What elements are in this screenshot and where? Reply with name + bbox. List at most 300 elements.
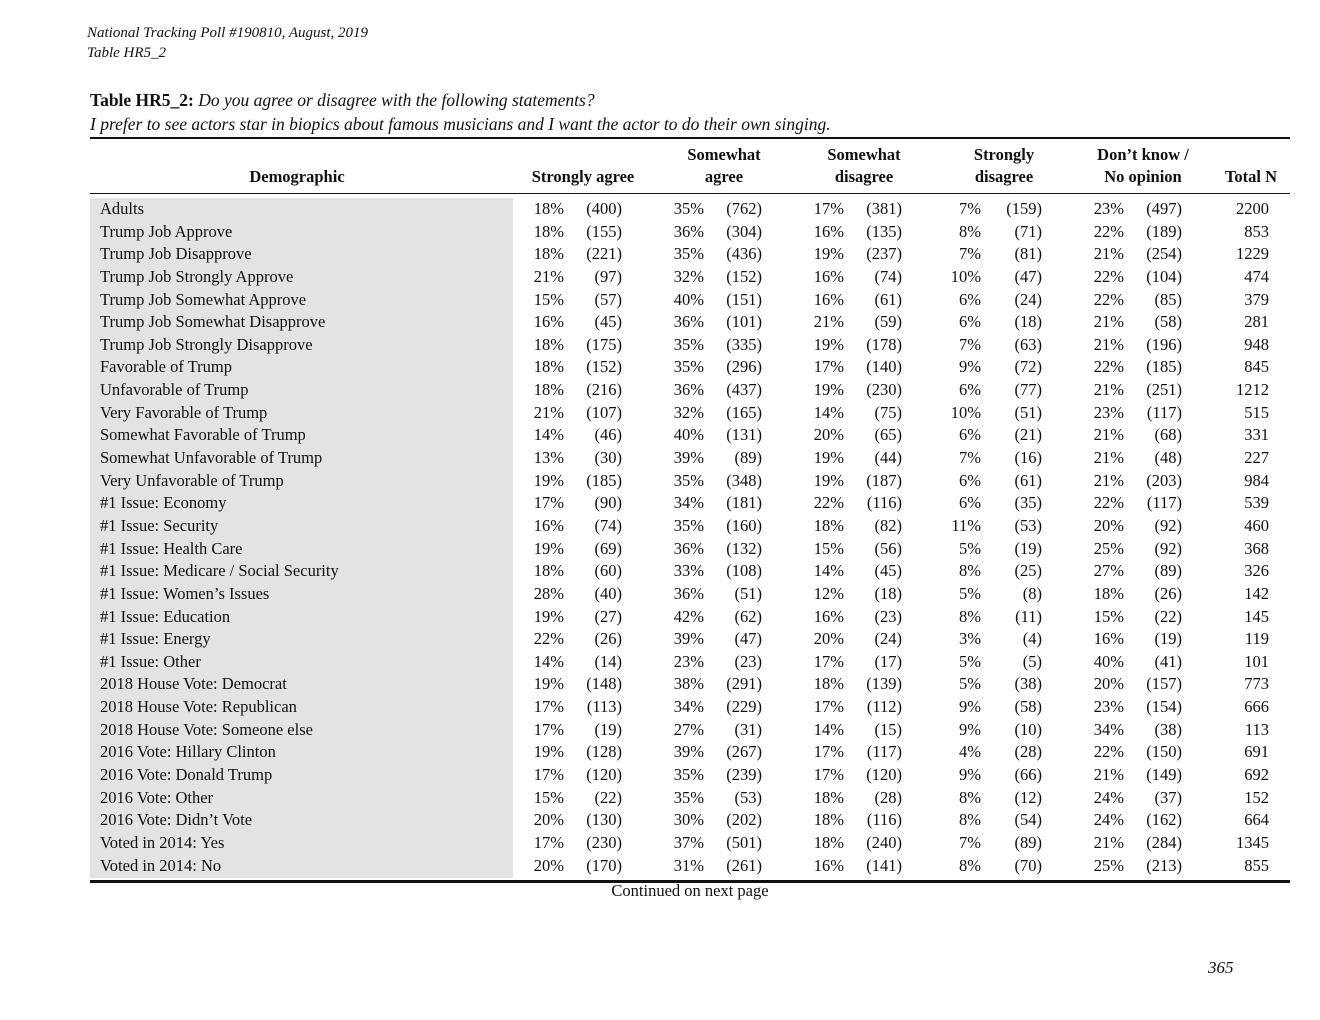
cell-percent: 8% <box>959 561 981 581</box>
cell-count: (140) <box>866 357 902 377</box>
cell-percent: 33% <box>673 561 704 581</box>
cell-percent: 18% <box>533 357 564 377</box>
cell-count: (132) <box>726 538 762 558</box>
cell-percent: 15% <box>533 289 564 309</box>
cell-count: (178) <box>866 334 902 354</box>
cell-count: (19) <box>594 719 622 739</box>
cell-percent: 20% <box>1093 515 1124 535</box>
cell-count: (62) <box>734 606 762 626</box>
cell-percent: 15% <box>813 538 844 558</box>
cell-count: (497) <box>1146 199 1182 218</box>
cell-count: (82) <box>874 515 902 535</box>
cell-count: (117) <box>1146 493 1182 513</box>
cell-percent: 20% <box>533 855 564 875</box>
cell-count: (101) <box>726 312 762 332</box>
table-row <box>90 266 1290 289</box>
cell-percent: 19% <box>813 334 844 354</box>
cell-count: (30) <box>594 448 622 468</box>
cell-total: 379 <box>1244 289 1269 309</box>
col-somewhat-disagree <box>804 144 924 188</box>
cell-percent: 18% <box>813 787 844 807</box>
col-somewhat-disagree-line2: disagree <box>834 167 894 186</box>
row-label: 2016 Vote: Didn’t Vote <box>100 810 253 830</box>
cell-count: (21) <box>1014 425 1042 445</box>
table-row <box>90 243 1290 266</box>
cell-count: (165) <box>726 402 762 422</box>
cell-percent: 10% <box>950 266 981 286</box>
cell-count: (230) <box>586 832 622 852</box>
row-label: #1 Issue: Security <box>100 515 219 535</box>
cell-count: (221) <box>586 244 622 264</box>
cell-count: (26) <box>594 629 622 649</box>
cell-percent: 6% <box>959 289 981 309</box>
cell-count: (63) <box>1014 334 1042 354</box>
row-label: #1 Issue: Education <box>100 606 231 626</box>
cell-count: (38) <box>1014 674 1042 694</box>
cell-count: (77) <box>1014 380 1042 400</box>
cell-total: 113 <box>1244 719 1269 739</box>
cell-total: 281 <box>1244 312 1269 332</box>
row-label: 2016 Vote: Donald Trump <box>100 765 273 785</box>
cell-percent: 21% <box>533 266 564 286</box>
table-row <box>90 311 1290 334</box>
cell-count: (89) <box>1014 832 1042 852</box>
cell-percent: 19% <box>813 380 844 400</box>
cell-count: (10) <box>1014 719 1042 739</box>
row-label: #1 Issue: Other <box>100 651 201 671</box>
cell-percent: 35% <box>673 470 704 490</box>
row-label: Very Favorable of Trump <box>100 402 268 422</box>
cell-count: (14) <box>594 651 622 671</box>
cell-count: (92) <box>1154 515 1182 535</box>
cell-percent: 17% <box>813 697 844 717</box>
cell-percent: 5% <box>959 674 981 694</box>
cell-count: (61) <box>1014 470 1042 490</box>
table-row <box>90 651 1290 674</box>
row-label: Voted in 2014: No <box>100 855 222 875</box>
col-total-n: Total N <box>1224 167 1278 186</box>
cell-percent: 30% <box>673 810 704 830</box>
cell-percent: 17% <box>813 765 844 785</box>
cell-count: (152) <box>726 266 762 286</box>
col-somewhat-agree-line1: Somewhat <box>687 145 761 164</box>
cell-count: (149) <box>1146 765 1182 785</box>
cell-total: 984 <box>1244 470 1269 490</box>
row-label: 2018 House Vote: Someone else <box>100 719 313 739</box>
cell-count: (107) <box>586 402 622 422</box>
row-label: #1 Issue: Health Care <box>100 538 243 558</box>
cell-count: (213) <box>1146 855 1182 875</box>
cell-count: (175) <box>586 334 622 354</box>
cell-total: 227 <box>1244 448 1269 468</box>
cell-count: (70) <box>1014 855 1042 875</box>
cell-percent: 36% <box>673 583 704 603</box>
cell-percent: 24% <box>1093 810 1124 830</box>
cell-percent: 35% <box>673 244 704 264</box>
cell-percent: 6% <box>959 425 981 445</box>
cell-total: 474 <box>1244 266 1269 286</box>
cell-percent: 17% <box>813 742 844 762</box>
cell-count: (155) <box>586 221 622 241</box>
cell-count: (24) <box>1014 289 1042 309</box>
row-label: Trump Job Strongly Disapprove <box>100 334 313 354</box>
cell-count: (53) <box>734 787 762 807</box>
cell-count: (261) <box>726 855 762 875</box>
cell-percent: 31% <box>673 855 704 875</box>
table-row <box>90 606 1290 629</box>
cell-percent: 17% <box>533 719 564 739</box>
cell-count: (47) <box>734 629 762 649</box>
table-row <box>90 379 1290 402</box>
cell-count: (12) <box>1014 787 1042 807</box>
cell-count: (113) <box>586 697 622 717</box>
cell-percent: 35% <box>673 765 704 785</box>
cell-percent: 22% <box>1093 493 1124 513</box>
cell-count: (239) <box>726 765 762 785</box>
table-row <box>90 809 1290 832</box>
cell-count: (229) <box>726 697 762 717</box>
cell-count: (4) <box>1022 629 1042 649</box>
cell-percent: 32% <box>673 402 704 422</box>
cell-count: (116) <box>866 810 902 830</box>
top-rule <box>90 137 1290 139</box>
cell-total: 773 <box>1244 674 1269 694</box>
cell-percent: 21% <box>1093 244 1124 264</box>
cell-percent: 34% <box>1093 719 1124 739</box>
cell-count: (202) <box>726 810 762 830</box>
cell-percent: 36% <box>673 380 704 400</box>
cell-count: (284) <box>1146 832 1182 852</box>
cell-percent: 5% <box>959 538 981 558</box>
cell-count: (237) <box>866 244 902 264</box>
cell-percent: 6% <box>959 380 981 400</box>
cell-total: 145 <box>1244 606 1269 626</box>
cell-percent: 23% <box>673 651 704 671</box>
table-row <box>90 492 1290 515</box>
cell-total: 855 <box>1244 855 1269 875</box>
cell-percent: 18% <box>1093 583 1124 603</box>
title-question: Do you agree or disagree with the following statements? <box>198 90 595 110</box>
cell-total: 666 <box>1244 697 1269 717</box>
cell-count: (267) <box>726 742 762 762</box>
continued-note: Continued on next page <box>611 881 769 900</box>
cell-percent: 35% <box>673 787 704 807</box>
cell-count: (181) <box>726 493 762 513</box>
cell-percent: 19% <box>533 674 564 694</box>
cell-count: (74) <box>594 515 622 535</box>
cell-count: (56) <box>874 538 902 558</box>
cell-count: (81) <box>1014 244 1042 264</box>
cell-percent: 19% <box>533 470 564 490</box>
cell-percent: 6% <box>959 470 981 490</box>
cell-count: (135) <box>866 221 902 241</box>
cell-percent: 6% <box>959 312 981 332</box>
cell-percent: 17% <box>813 651 844 671</box>
cell-percent: 16% <box>1093 629 1124 649</box>
cell-percent: 25% <box>1093 538 1124 558</box>
cell-count: (304) <box>726 221 762 241</box>
cell-count: (335) <box>726 334 762 354</box>
cell-count: (120) <box>866 765 902 785</box>
col-dont-know-line2: No opinion <box>1104 167 1182 186</box>
cell-total: 853 <box>1244 221 1269 241</box>
cell-percent: 19% <box>533 606 564 626</box>
cell-count: (60) <box>594 561 622 581</box>
cell-count: (22) <box>1154 606 1182 626</box>
cell-percent: 5% <box>959 583 981 603</box>
col-somewhat-agree <box>664 144 784 188</box>
cell-total: 1229 <box>1236 244 1269 264</box>
cell-percent: 11% <box>951 515 981 535</box>
cell-total: 692 <box>1244 765 1269 785</box>
cell-count: (25) <box>1014 561 1042 581</box>
cell-total: 948 <box>1244 334 1269 354</box>
cell-count: (19) <box>1154 629 1182 649</box>
cell-total: 1212 <box>1236 380 1269 400</box>
cell-count: (75) <box>874 402 902 422</box>
cell-count: (44) <box>874 448 902 468</box>
cell-percent: 15% <box>533 787 564 807</box>
cell-percent: 22% <box>1093 357 1124 377</box>
cell-percent: 27% <box>673 719 704 739</box>
cell-percent: 21% <box>1093 425 1124 445</box>
cell-count: (251) <box>1146 380 1182 400</box>
cell-count: (28) <box>874 787 902 807</box>
cell-percent: 15% <box>1093 606 1124 626</box>
cell-percent: 39% <box>673 629 704 649</box>
cell-count: (11) <box>1015 606 1042 626</box>
cell-count: (437) <box>726 380 762 400</box>
cell-percent: 21% <box>813 312 844 332</box>
cell-count: (58) <box>1154 312 1182 332</box>
cell-total: 142 <box>1244 583 1269 603</box>
cell-percent: 14% <box>813 719 844 739</box>
cell-total: 1345 <box>1236 832 1269 852</box>
col-somewhat-disagree-line1: Somewhat <box>827 145 901 164</box>
cell-percent: 18% <box>533 561 564 581</box>
cell-count: (151) <box>726 289 762 309</box>
cell-percent: 27% <box>1093 561 1124 581</box>
cell-count: (22) <box>594 787 622 807</box>
cell-count: (762) <box>726 199 762 218</box>
cell-percent: 12% <box>813 583 844 603</box>
cell-percent: 22% <box>813 493 844 513</box>
cell-count: (436) <box>726 244 762 264</box>
table-id: Table HR5_2 <box>87 45 167 61</box>
cell-total: 664 <box>1244 810 1269 830</box>
cell-count: (16) <box>1014 448 1042 468</box>
cell-percent: 35% <box>673 357 704 377</box>
row-label: 2016 Vote: Other <box>100 787 214 807</box>
cell-count: (189) <box>1146 221 1182 241</box>
cell-count: (296) <box>726 357 762 377</box>
cell-total: 152 <box>1244 787 1269 807</box>
cell-percent: 21% <box>1093 448 1124 468</box>
table-row <box>90 221 1290 244</box>
row-label: Adults <box>100 199 145 218</box>
table-row <box>90 447 1290 470</box>
cell-count: (185) <box>586 470 622 490</box>
cell-count: (90) <box>594 493 622 513</box>
cell-percent: 35% <box>673 515 704 535</box>
cell-count: (116) <box>866 493 902 513</box>
table-row <box>90 696 1290 719</box>
cell-count: (117) <box>866 742 902 762</box>
cell-count: (24) <box>874 629 902 649</box>
cell-percent: 7% <box>959 199 981 218</box>
cell-percent: 9% <box>959 357 981 377</box>
cell-count: (97) <box>594 266 622 286</box>
cell-count: (117) <box>1146 402 1182 422</box>
cell-percent: 25% <box>1093 855 1124 875</box>
title-statement: I prefer to see actors star in biopics about famous musicians and I want the actor to do their own singing. <box>90 114 831 134</box>
cell-count: (18) <box>1014 312 1042 332</box>
cell-percent: 16% <box>813 855 844 875</box>
col-strongly-disagree-line1: Strongly <box>973 145 1035 164</box>
cell-percent: 8% <box>959 855 981 875</box>
cell-count: (46) <box>594 425 622 445</box>
cell-percent: 16% <box>533 515 564 535</box>
cell-count: (159) <box>1006 199 1042 218</box>
cell-percent: 17% <box>813 357 844 377</box>
table-row <box>90 583 1290 606</box>
row-label: Unfavorable of Trump <box>100 380 249 400</box>
cell-count: (230) <box>866 380 902 400</box>
cell-percent: 22% <box>533 629 564 649</box>
poll-name: National Tracking Poll #190810, August, 2019 <box>87 25 368 41</box>
table-row <box>90 787 1290 810</box>
cell-count: (139) <box>866 674 902 694</box>
cell-percent: 36% <box>673 538 704 558</box>
cell-count: (291) <box>726 674 762 694</box>
cell-percent: 16% <box>813 221 844 241</box>
row-label: Trump Job Approve <box>100 221 233 241</box>
table-row <box>90 764 1290 787</box>
cell-count: (92) <box>1154 538 1182 558</box>
header-rule <box>90 193 1290 194</box>
cell-count: (69) <box>594 538 622 558</box>
table-row <box>90 289 1290 312</box>
cell-percent: 13% <box>533 448 564 468</box>
cell-count: (37) <box>1154 787 1182 807</box>
cell-count: (38) <box>1154 719 1182 739</box>
table-row <box>90 832 1290 855</box>
cell-percent: 4% <box>959 742 981 762</box>
cell-count: (154) <box>1146 697 1182 717</box>
cell-count: (162) <box>1146 810 1182 830</box>
cell-percent: 5% <box>959 651 981 671</box>
cell-count: (5) <box>1022 651 1042 671</box>
cell-total: 515 <box>1244 402 1269 422</box>
cell-percent: 7% <box>959 334 981 354</box>
cell-percent: 35% <box>673 199 704 218</box>
cell-count: (160) <box>726 515 762 535</box>
row-label: #1 Issue: Medicare / Social Security <box>100 561 339 581</box>
cell-count: (35) <box>1014 493 1042 513</box>
table-row <box>90 538 1290 561</box>
cell-count: (47) <box>1014 266 1042 286</box>
cell-percent: 16% <box>533 312 564 332</box>
cell-percent: 9% <box>959 765 981 785</box>
cell-percent: 18% <box>813 674 844 694</box>
cell-count: (19) <box>1014 538 1042 558</box>
cell-percent: 20% <box>813 425 844 445</box>
cell-percent: 3% <box>959 629 981 649</box>
table-row <box>90 198 1290 221</box>
row-label: Somewhat Favorable of Trump <box>100 425 306 445</box>
cell-percent: 9% <box>959 719 981 739</box>
cell-count: (51) <box>734 583 762 603</box>
cell-count: (381) <box>866 199 902 218</box>
cell-percent: 18% <box>813 832 844 852</box>
cell-count: (157) <box>1146 674 1182 694</box>
cell-count: (240) <box>866 832 902 852</box>
table-row <box>90 719 1290 742</box>
table-title <box>90 88 831 136</box>
row-label: Favorable of Trump <box>100 357 232 377</box>
page-number: 365 <box>1208 958 1234 977</box>
table-row <box>90 424 1290 447</box>
cell-count: (104) <box>1146 266 1182 286</box>
cell-percent: 39% <box>673 742 704 762</box>
cell-percent: 19% <box>533 538 564 558</box>
cell-count: (65) <box>874 425 902 445</box>
cell-count: (23) <box>734 651 762 671</box>
row-label: #1 Issue: Energy <box>100 629 211 649</box>
table-row <box>90 402 1290 425</box>
row-label: Trump Job Somewhat Approve <box>100 289 307 309</box>
col-strongly-disagree <box>944 144 1064 188</box>
row-label: #1 Issue: Economy <box>100 493 227 513</box>
col-somewhat-agree-line2: agree <box>704 167 744 186</box>
cell-percent: 7% <box>959 448 981 468</box>
cell-count: (28) <box>1014 742 1042 762</box>
cell-total: 845 <box>1244 357 1269 377</box>
cell-count: (128) <box>586 742 622 762</box>
table-row <box>90 673 1290 696</box>
cell-count: (85) <box>1154 289 1182 309</box>
cell-count: (18) <box>874 583 902 603</box>
row-label: 2018 House Vote: Democrat <box>100 674 287 694</box>
cell-percent: 37% <box>673 832 704 852</box>
cell-count: (8) <box>1022 583 1042 603</box>
cell-count: (196) <box>1146 334 1182 354</box>
cell-percent: 16% <box>813 289 844 309</box>
cell-count: (31) <box>734 719 762 739</box>
cell-percent: 21% <box>1093 470 1124 490</box>
cell-count: (131) <box>726 425 762 445</box>
col-demographic: Demographic <box>249 167 345 186</box>
cell-percent: 9% <box>959 697 981 717</box>
cell-percent: 16% <box>813 606 844 626</box>
table-row <box>90 356 1290 379</box>
cell-percent: 10% <box>950 402 981 422</box>
cell-percent: 23% <box>1093 402 1124 422</box>
cell-percent: 19% <box>533 742 564 762</box>
cell-percent: 8% <box>959 787 981 807</box>
cell-count: (89) <box>734 448 762 468</box>
row-label: Somewhat Unfavorable of Trump <box>100 448 323 468</box>
cell-total: 2200 <box>1236 199 1269 218</box>
cell-count: (57) <box>594 289 622 309</box>
cell-count: (108) <box>726 561 762 581</box>
cell-percent: 8% <box>959 810 981 830</box>
col-dont-know-line1: Don’t know / <box>1097 145 1189 164</box>
cell-total: 539 <box>1244 493 1269 513</box>
cell-percent: 16% <box>813 266 844 286</box>
cell-total: 101 <box>1244 651 1269 671</box>
cell-count: (72) <box>1014 357 1042 377</box>
